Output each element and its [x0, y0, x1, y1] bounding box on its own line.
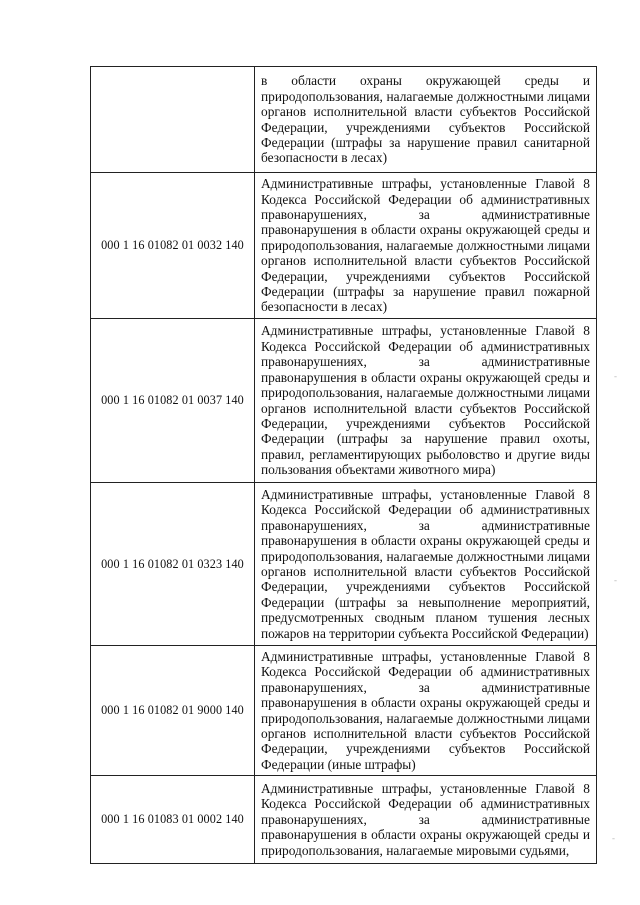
- budget-code-cell: 000 1 16 01083 01 0002 140: [91, 776, 255, 864]
- budget-code-cell: 000 1 16 01082 01 0032 140: [91, 173, 255, 319]
- scan-edge-mark: ‑: [614, 575, 617, 585]
- description-text: Административные штрафы, установленные Главой 8 Кодекса Российской Федерации об административных правонарушениях, за административные правонарушения в области охраны окружающей среды и природопользования, налагаемые должностными лицами органов исполнительной власти субъектов Российской Федерации, учреждениями субъектов Российской Федерации (штрафы за нарушение правил охоты, правил, регламентирующих рыболовство и другие виды пользования объектами животного мира): [261, 323, 590, 478]
- description-text: Административные штрафы, установленные Главой 8 Кодекса Российской Федерации об административных правонарушениях, за административные правонарушения в области охраны окружающей среды и природопользования, налагаемые мировыми судьями,: [261, 780, 590, 858]
- table-row: [91, 173, 597, 319]
- description-cell: [255, 483, 597, 646]
- scan-edge-mark: ‑: [614, 371, 617, 381]
- description-cell: [255, 319, 597, 483]
- description-cell: [255, 173, 597, 319]
- description-cell: [255, 776, 597, 864]
- description-cell: [255, 67, 597, 173]
- revenue-code-table: [90, 66, 597, 864]
- table-row: [91, 319, 597, 483]
- table-row: [91, 67, 597, 173]
- description-text: Административные штрафы, установленные Главой 8 Кодекса Российской Федерации об административных правонарушениях, за административные правонарушения в области охраны окружающей среды и природопользования, налагаемые должностными лицами органов исполнительной власти субъектов Российской Федерации, учреждениями субъектов Российской Федерации (штрафы за невыполнение мероприятий, предусмотренных сводным планом тушения лесных пожаров на территории субъекта Российской Федерации): [261, 486, 590, 641]
- description-text: Административные штрафы, установленные Главой 8 Кодекса Российской Федерации об административных правонарушениях, за административные правонарушения в области охраны окружающей среды и природопользования, налагаемые должностными лицами органов исполнительной власти субъектов Российской Федерации, учреждениями субъектов Российской Федерации (иные штрафы): [261, 648, 590, 772]
- description-text: Административные штрафы, установленные Главой 8 Кодекса Российской Федерации об административных правонарушениях, за административные правонарушения в области охраны окружающей среды и природопользования, налагаемые должностными лицами органов исполнительной власти субъектов Российской Федерации, учреждениями субъектов Российской Федерации (штрафы за нарушение правил пожарной безопасности в лесах): [261, 176, 590, 315]
- table-row: [91, 646, 597, 776]
- table-row: [91, 776, 597, 864]
- budget-code-cell: [91, 67, 255, 173]
- table-row: [91, 483, 597, 646]
- scan-edge-mark: ‑: [612, 833, 615, 843]
- budget-code-cell: 000 1 16 01082 01 0037 140: [91, 319, 255, 483]
- description-cell: [255, 646, 597, 776]
- description-text: в области охраны окружающей среды и природопользования, налагаемые должностными лицами органов исполнительной власти субъектов Российской Федерации, учреждениями субъектов Российской Федерации (штрафы за нарушение правил санитарной безопасности в лесах): [261, 73, 590, 166]
- budget-code-cell: 000 1 16 01082 01 0323 140: [91, 483, 255, 646]
- budget-code-cell: 000 1 16 01082 01 9000 140: [91, 646, 255, 776]
